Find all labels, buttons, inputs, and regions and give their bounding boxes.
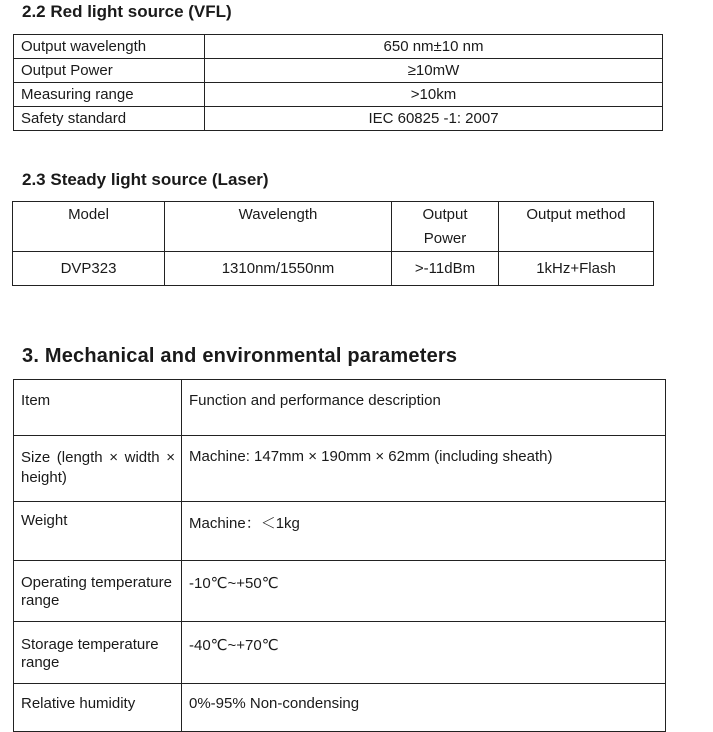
column-header-output-power [392,202,499,252]
description-cell: Machine: 147mm × 190mm × 62mm (including sheath) [182,436,666,502]
table-row [14,436,666,502]
spec-label: Safety standard [14,107,205,131]
spec-label: Output Power [14,59,205,83]
description-cell: -10℃~+50℃ [182,561,666,622]
spec-value: ≥10mW [205,59,663,83]
table-row [14,107,663,131]
spec-value: IEC 60825 -1: 2007 [205,107,663,131]
item-cell: Operating temperature range [14,561,182,622]
section-3-heading: 3. Mechanical and environmental parameters [22,345,458,367]
description-cell: -40℃~+70℃ [182,622,666,684]
table-row [14,59,663,83]
item-cell: Storage temperature range [14,622,182,684]
column-header-item: Item [14,380,182,436]
output-method-cell: 1kHz+Flash [499,252,654,286]
item-cell: Size (length × width × height) [14,436,182,502]
column-header-model: Model [13,202,165,252]
column-header-wavelength: Wavelength [165,202,392,252]
table-row [14,83,663,107]
table-row [14,502,666,561]
vfl-spec-table [13,34,663,131]
table-row [13,252,654,286]
section-2-2-heading: 2.2 Red light source (VFL) [22,2,232,21]
column-header-description: Function and performance description [182,380,666,436]
table-header-row [14,380,666,436]
spec-value: >10km [205,83,663,107]
output-power-cell: >-11dBm [392,252,499,286]
mechanical-environmental-table [13,379,666,732]
description-cell: 0%-95% Non-condensing [182,684,666,732]
table-row [14,561,666,622]
laser-spec-table [12,201,654,286]
wavelength-cell: 1310nm/1550nm [165,252,392,286]
section-2-3-heading: 2.3 Steady light source (Laser) [22,170,269,189]
description-cell: Machine：＜1kg [182,502,666,561]
item-cell: Weight [14,502,182,561]
table-row [14,622,666,684]
output-power-header-text: Output Power [422,206,468,247]
spec-label: Output wavelength [14,35,205,59]
table-row [14,684,666,732]
model-cell: DVP323 [13,252,165,286]
item-cell: Relative humidity [14,684,182,732]
spec-value: 650 nm±10 nm [205,35,663,59]
spec-label: Measuring range [14,83,205,107]
table-header-row [13,202,654,252]
table-row [14,35,663,59]
column-header-output-method: Output method [499,202,654,252]
